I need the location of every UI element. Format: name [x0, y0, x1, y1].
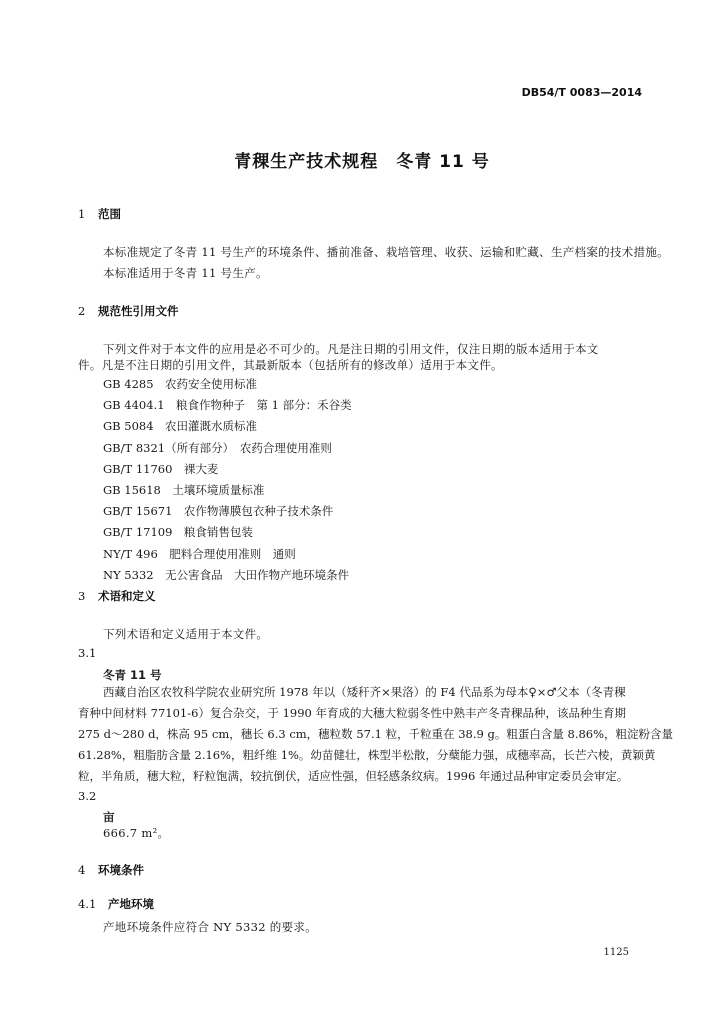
term-3-2-definition: 666.7 m²。 — [103, 826, 170, 840]
reference-item: GB/T 15671 农作物薄膜包衣种子技术条件 — [103, 504, 334, 519]
term-3-1-def-line-3: 275 d～280 d，株高 95 cm，穗长 6.3 cm，穗粒数 57.1 粒，千粒重在 38.9 g。粗蛋白含量 8.86%，粗淀粉含量 — [78, 727, 674, 741]
section-title: 术语和定义 — [98, 589, 156, 603]
subsection-4-1-text: 产地环境条件应符合 NY 5332 的要求。 — [103, 920, 317, 934]
reference-item: GB 15618 土壤环境质量标准 — [103, 482, 265, 497]
section-3-heading — [78, 588, 156, 604]
reference-item: GB 4404.1 粮食作物种子 第 1 部分：禾谷类 — [103, 398, 352, 413]
reference-item: GB 4285 农药安全使用标准 — [103, 377, 258, 391]
section-number: 4 — [78, 863, 86, 877]
section-number: 3 — [78, 589, 86, 603]
reference-item: NY 5332 无公害食品 大田作物产地环境条件 — [103, 567, 350, 582]
document-title: 青稞生产技术规程 冬青 11 号 — [234, 152, 490, 172]
section-2-intro-line-1: 下列文件对于本文件的应用是必不可少的。凡是注日期的引用文件，仅注日期的版本适用于本文 — [103, 342, 599, 356]
term-3-1-def-line-5: 粒，半角质，穗大粒，籽粒饱满，较抗倒伏，适应性强，但轻感条纹病。1996 年通过品种审定委员会审定。 — [78, 769, 629, 783]
term-3-1-name: 冬青 11 号 — [103, 668, 162, 682]
term-3-1-def-line-1: 西藏自治区农牧科学院农业研究所 1978 年以（矮秆齐×果洛）的 F4 代品系为母本♀×♂父本（冬青稞 — [103, 685, 626, 699]
term-3-2-name: 亩 — [103, 810, 115, 824]
term-3-1-number: 3.1 — [78, 646, 97, 660]
subsection-number: 4.1 — [78, 897, 97, 911]
standard-code: DB54/T 0083—2014 — [521, 86, 642, 99]
section-4-heading — [78, 862, 144, 878]
reference-item: GB/T 17109 粮食销售包装 — [103, 525, 253, 540]
term-3-1-def-line-4: 61.28%，粗脂肪含量 2.16%，粗纤维 1%。幼苗健壮，株型半松散，分蘖能力强，成穗率高，长芒六棱，黄颖黄 — [78, 748, 656, 762]
subsection-4-1-heading — [78, 896, 154, 912]
reference-item: GB 5084 农田灌溉水质标准 — [103, 419, 258, 434]
section-3-intro: 下列术语和定义适用于本文件。 — [103, 627, 269, 641]
section-title: 范围 — [98, 207, 121, 221]
section-2-intro-line-2: 件。凡是不注日期的引用文件，其最新版本（包括所有的修改单）适用于本文件。 — [78, 358, 503, 372]
section-2-heading — [78, 303, 179, 319]
section-title: 规范性引用文件 — [98, 304, 179, 318]
section-1-para-1: 本标准规定了冬青 11 号生产的环境条件、播前准备、栽培管理、收获、运输和贮藏、生产档案的技术措施。 — [103, 245, 669, 259]
section-number: 2 — [78, 304, 86, 318]
term-3-2-number: 3.2 — [78, 789, 97, 803]
section-number: 1 — [78, 207, 86, 221]
term-3-1-def-line-2: 育种中间材料 77101-6）复合杂交，于 1990 年育成的大穗大粒弱冬性中熟丰产冬青稞品种，该品种生育期 — [78, 706, 627, 720]
page-number: 1125 — [603, 947, 629, 958]
section-1-heading — [78, 206, 121, 222]
section-title: 环境条件 — [98, 863, 144, 877]
reference-list — [103, 374, 352, 586]
section-1-para-2: 本标准适用于冬青 11 号生产。 — [103, 266, 268, 280]
reference-item: NY/T 496 肥料合理使用准则 通则 — [103, 546, 296, 561]
reference-item: GB/T 11760 裸大麦 — [103, 461, 219, 476]
reference-item: GB/T 8321（所有部分） 农药合理使用准则 — [103, 440, 332, 455]
subsection-title: 产地环境 — [108, 897, 154, 911]
